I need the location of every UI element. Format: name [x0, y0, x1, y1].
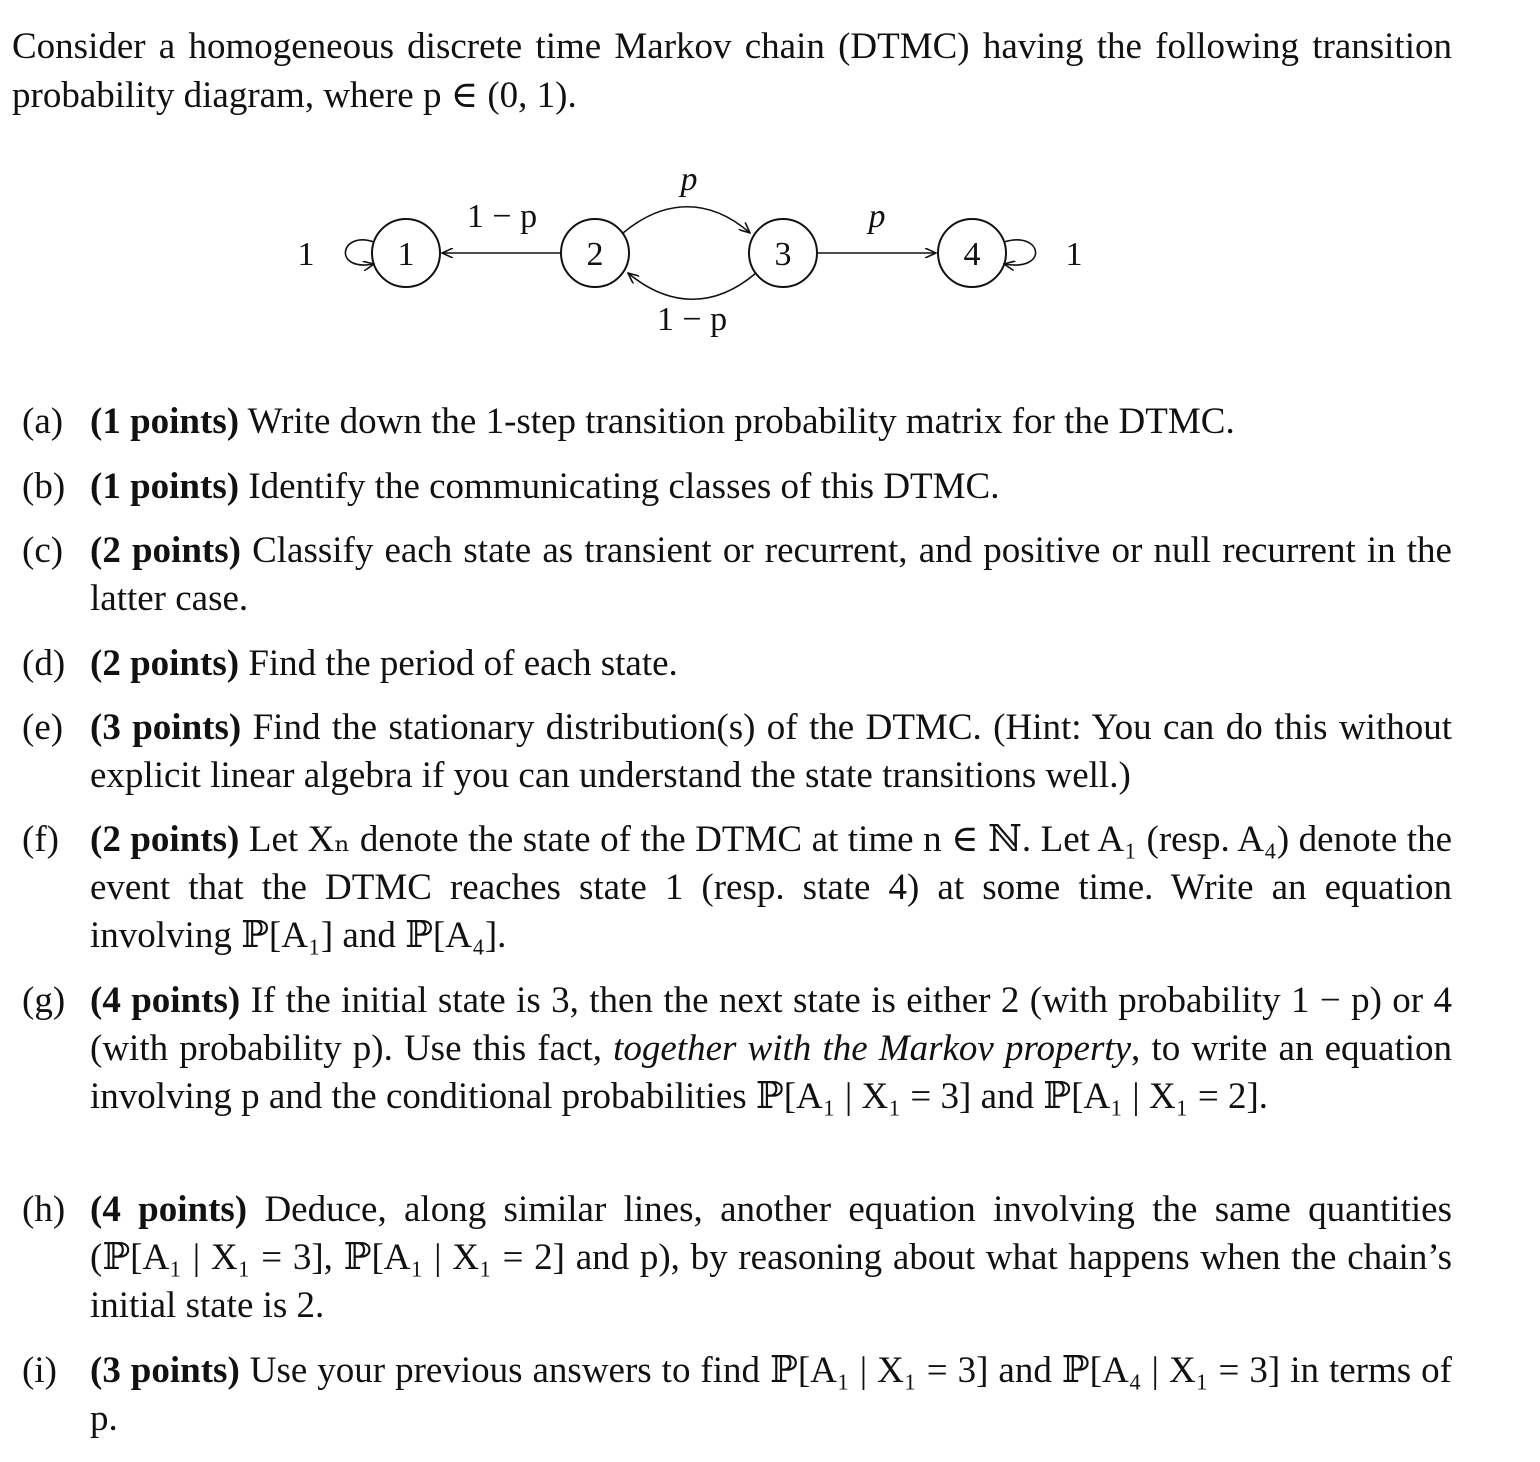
- intro-paragraph: Consider a homogeneous discrete time Markov chain (DTMC) having the following transition probability diagram, where p ∈ (0, 1).: [12, 26, 1452, 116]
- part-label: (e): [22, 707, 64, 748]
- part-label: (f): [22, 819, 59, 860]
- part-text: Let Xₙ denote the state of the DTMC at time n ∈ ℕ. Let A₁ (resp. A₄) denote the event that the DTMC reaches state 1 (resp. state 4) at some time. Write an equation involving ℙ[A₁] and ℙ[A₄].: [90, 819, 1453, 956]
- self-loop-1: [345, 240, 374, 265]
- part-text: Find the stationary distribution(s) of the DTMC. (Hint: You can do this without explicit linear algebra if you can understand the state transitions well.): [90, 707, 1453, 796]
- part-label: (a): [22, 401, 64, 442]
- edge-3-to-2-label: 1 − p: [656, 301, 728, 338]
- part-text: Write down the 1-step transition probability matrix for the DTMC.: [247, 401, 1235, 442]
- edge-2-to-3: [623, 207, 750, 233]
- part-text: , to write an equation involving p and the conditional probabilities ℙ[A₁ | X₁ = 3] and ℙ[A₁ | X₁ = 2].: [90, 1028, 1453, 1117]
- part-label: (d): [22, 643, 66, 684]
- edge-3-to-2: [628, 273, 756, 299]
- state-4-label: 4: [963, 236, 981, 273]
- self-loop-1-label: 1: [297, 236, 315, 273]
- part-b: [22, 463, 1452, 511]
- part-text: Identify the communicating classes of this DTMC.: [248, 466, 1000, 507]
- part-points: (3 points): [90, 707, 242, 748]
- part-i: [22, 1347, 1452, 1443]
- part-points: (2 points): [90, 819, 240, 860]
- transition-diagram: [280, 160, 1100, 350]
- part-label: (g): [22, 980, 66, 1021]
- self-loop-4-label: 1: [1065, 236, 1083, 273]
- part-e: [22, 704, 1452, 800]
- part-label: (b): [22, 466, 66, 507]
- part-text-italic: together with the Markov property: [613, 1028, 1132, 1069]
- part-a: [22, 398, 1452, 446]
- part-g: [22, 977, 1452, 1121]
- part-points: (1 points): [90, 466, 240, 507]
- part-points: (2 points): [90, 643, 240, 684]
- edge-2-to-1-label: 1 − p: [466, 198, 538, 235]
- part-d: [22, 640, 1452, 688]
- part-f: [22, 816, 1452, 960]
- state-2-label: 2: [586, 236, 604, 273]
- state-3-label: 3: [774, 236, 792, 273]
- self-loop-4: [1004, 240, 1036, 265]
- part-points: (3 points): [90, 1350, 240, 1391]
- part-text: Classify each state as transient or recurrent, and positive or null recurrent in the latter case.: [90, 530, 1452, 619]
- part-text: Find the period of each state.: [248, 643, 678, 684]
- part-text: Deduce, along similar lines, another equation involving the same quantities (ℙ[A₁ | X₁ = 3], ℙ[A₁ | X₁ = 2] and p), by reasoning about what happens when the chain’s initial state is 2.: [90, 1189, 1452, 1326]
- part-h: [22, 1186, 1452, 1330]
- part-points: (4 points): [90, 980, 241, 1021]
- part-points: (1 points): [90, 401, 240, 442]
- part-label: (c): [22, 530, 64, 571]
- part-text: If the initial state is 3, then the next state is either 2 (with probability 1 − p) or 4 (with probability p). Use this fact,: [90, 980, 1453, 1069]
- part-label: (i): [22, 1350, 57, 1391]
- part-label: (h): [22, 1189, 66, 1230]
- part-points: (2 points): [90, 530, 241, 571]
- state-1-label: 1: [397, 236, 415, 273]
- part-points: (4 points): [90, 1189, 248, 1230]
- edge-3-to-4-label: p: [868, 198, 886, 235]
- part-text: Use your previous answers to find ℙ[A₁ | X₁ = 3] and ℙ[A₄ | X₁ = 3] in terms of p.: [90, 1350, 1452, 1439]
- part-c: [22, 527, 1452, 623]
- edge-2-to-3-label: p: [680, 161, 698, 198]
